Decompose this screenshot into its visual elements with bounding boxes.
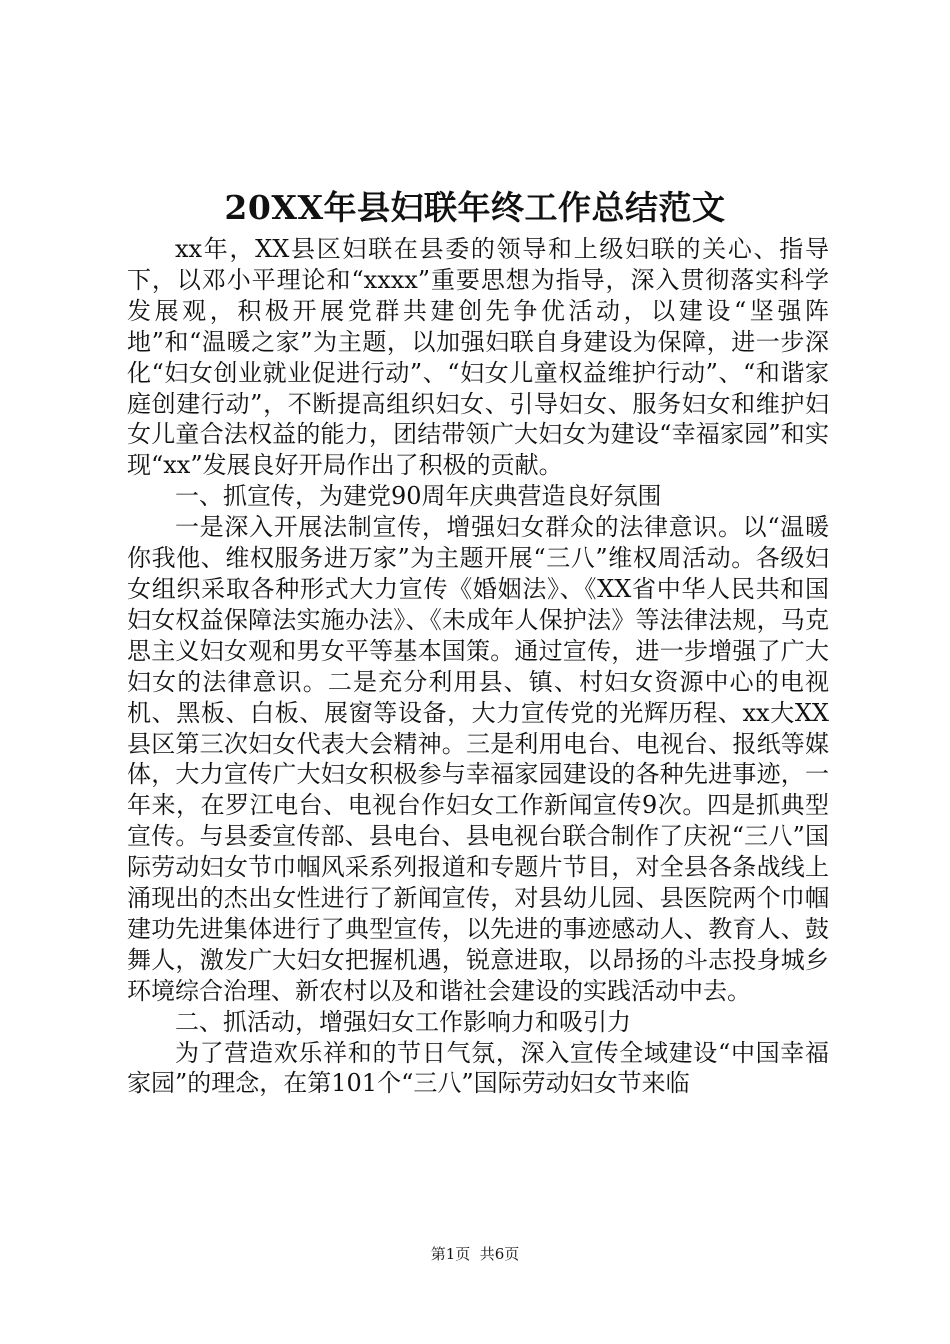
section-1-paragraph: 一是深入开展法制宣传，增强妇女群众的法律意识。以“温暖你我他、维权服务进万家”为主题开展“三八”维权周活动。各级妇女组织采取各种形式大力宣传《婚姻法》、《XX省中华人民共和国妇女权益保障法实施办法》、《未成年人保护法》等法律法规，马克思主义妇女观和男女平等基本国策。通过宣传，进一步增强了广大妇女的法律意识。二是充分利用县、镇、村妇女资源中心的电视机、黑板、白板、展窗等设备，大力宣传党的光辉历程、xx大XX县区第三次妇女代表大会精神。三是利用电台、电视台、报纸等媒体，大力宣传广大妇女积极参与幸福家园建设的各种先进事迹，一年来，在罗江电台、电视台作妇女工作新闻宣传9次。四是抓典型宣传。与县委宣传部、县电台、县电视台联合制作了庆祝“三八”国际劳动妇女节巾帼风采系列报道和专题片节目，对全县各条战线上涌现出的杰出女性进行了新闻宣传，对县幼儿园、县医院两个巾帼建功先进集体进行了典型宣传，以先进的事迹感动人、教育人、鼓舞人，激发广大妇女把握机遇，锐意进取，以昂扬的斗志投身城乡环境综合治理、新农村以及和谐社会建设的实践活动中去。: [127, 513, 829, 1005]
section-2-paragraph: 为了营造欢乐祥和的节日气氛，深入宣传全域建设“中国幸福家园”的理念，在第101个“三八”国际劳动妇女节来临: [127, 1038, 829, 1098]
section-heading-2: 二、抓活动，增强妇女工作影响力和吸引力: [175, 1007, 631, 1036]
document-title: 20XX年县妇联年终工作总结范文: [224, 188, 726, 227]
document-body: [127, 234, 829, 1099]
section-heading-1: 一、抓宣传，为建党90周年庆典营造良好氛围: [175, 482, 662, 511]
page-footer: [0, 1244, 950, 1264]
intro-paragraph: xx年，XX县区妇联在县委的领导和上级妇联的关心、指导下，以邓小平理论和“xxxx”重要思想为指导，深入贯彻落实科学发展观，积极开展党群共建创先争优活动，以建设“坚强阵地”和“温暖之家”为主题，以加强妇联自身建设为保障，进一步深化“妇女创业就业促进行动”、“妇女儿童权益维护行动”、“和谐家庭创建行动”，不断提高组织妇女、引导妇女、服务妇女和维护妇女儿童合法权益的能力，团结带领广大妇女为建设“幸福家园”和实现“xx”发展良好开局作出了积极的贡献。: [127, 235, 829, 480]
page-number-label: 第1页 共6页: [430, 1245, 520, 1263]
